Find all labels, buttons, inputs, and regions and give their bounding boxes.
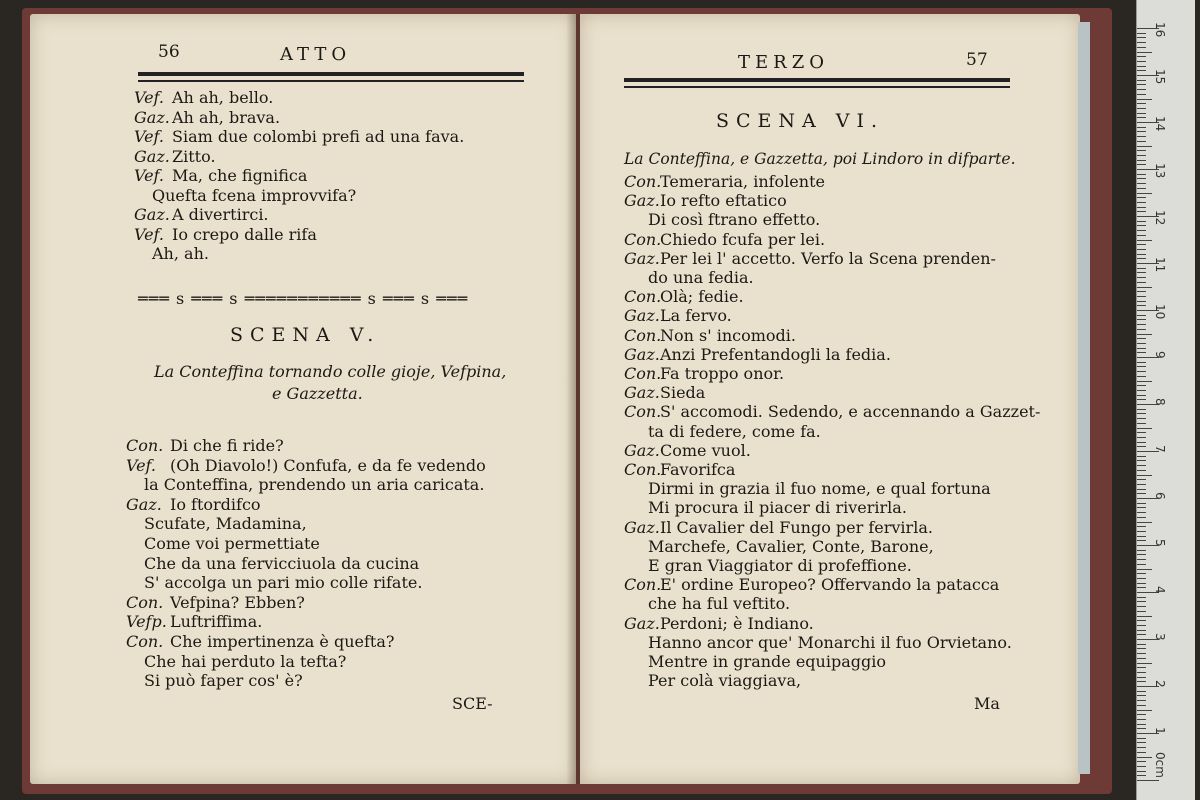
dialogue-line: E gran Viaggiator di profeffione. bbox=[648, 556, 912, 575]
ruler-number: 5 bbox=[1153, 539, 1167, 547]
ruler-tick bbox=[1137, 305, 1146, 306]
dialogue-line: Chiedo fcufa per lei. bbox=[660, 229, 826, 249]
ruler-tick bbox=[1137, 319, 1146, 320]
page-number: 57 bbox=[966, 50, 988, 70]
ruler-tick bbox=[1137, 127, 1146, 128]
dialogue-line: Dirmi in grazia il fuo nome, e qual fortuna bbox=[648, 479, 991, 499]
ruler-tick bbox=[1137, 371, 1146, 372]
dialogue-line: Come vuol. bbox=[660, 440, 751, 460]
ruler-tick bbox=[1137, 84, 1146, 85]
speaker-label: Gaz. bbox=[134, 205, 170, 224]
ruler-tick bbox=[1137, 334, 1152, 335]
ruler-tick bbox=[1137, 606, 1146, 607]
ruler-tick bbox=[1137, 296, 1146, 297]
dialogue-line: Temeraria, infolente bbox=[660, 172, 825, 191]
ruler-tick bbox=[1137, 329, 1146, 330]
ruler-tick bbox=[1137, 658, 1146, 659]
speaker-label: Gaz. bbox=[134, 107, 170, 127]
head-rule bbox=[138, 72, 524, 76]
dialogue-line: che ha ful veftito. bbox=[648, 594, 791, 614]
scene-title: SCENA V. bbox=[230, 324, 381, 346]
ruler-tick bbox=[1137, 625, 1146, 626]
ruler-tick bbox=[1137, 536, 1146, 537]
ruler-tick bbox=[1137, 484, 1146, 485]
speaker-label: Vefp. bbox=[126, 612, 167, 632]
speaker-label: Vef. bbox=[134, 127, 164, 146]
ruler-tick bbox=[1137, 42, 1146, 43]
dialogue-line: E' ordine Europeo? Offervando la patacca bbox=[660, 575, 1000, 595]
ruler-tick bbox=[1137, 240, 1152, 241]
ruler-tick bbox=[1137, 287, 1152, 288]
dialogue-line: Io refto eftatico bbox=[660, 191, 787, 211]
ruler-tick bbox=[1137, 470, 1146, 471]
ruler-tick bbox=[1137, 747, 1146, 748]
ruler-tick bbox=[1137, 475, 1152, 476]
dialogue-line: S' accolga un pari mio colle rifate. bbox=[144, 573, 423, 593]
ruler-tick bbox=[1137, 174, 1146, 175]
ruler-tick bbox=[1137, 526, 1146, 527]
ruler-tick bbox=[1137, 724, 1146, 725]
ruler-number: 6 bbox=[1153, 492, 1167, 500]
ruler-tick bbox=[1137, 197, 1146, 198]
ruler-tick bbox=[1137, 66, 1146, 67]
ruler-tick bbox=[1137, 663, 1152, 664]
ruler-tick bbox=[1137, 207, 1146, 208]
ruler-tick bbox=[1137, 348, 1146, 349]
ruler-number: 14 bbox=[1153, 116, 1167, 132]
ruler-tick bbox=[1137, 634, 1146, 635]
ruler-tick bbox=[1137, 587, 1146, 588]
ruler-tick bbox=[1137, 146, 1152, 147]
left-page bbox=[30, 14, 576, 784]
dialogue-line: Quefta fcena improvvifa? bbox=[152, 185, 357, 205]
speaker-label: Vef. bbox=[134, 88, 164, 107]
ruler-tick bbox=[1137, 432, 1146, 433]
ruler-tick bbox=[1137, 728, 1146, 729]
ruler-tick bbox=[1137, 131, 1146, 132]
ruler-tick bbox=[1137, 442, 1146, 443]
ruler-tick bbox=[1137, 616, 1152, 617]
ruler-tick bbox=[1137, 503, 1146, 504]
ruler-tick bbox=[1137, 460, 1146, 461]
ruler-tick bbox=[1137, 113, 1146, 114]
head-rule bbox=[624, 78, 1010, 82]
dialogue-line: Scufate, Madamina, bbox=[144, 514, 307, 534]
ruler-tick bbox=[1137, 108, 1146, 109]
speaker-label: Gaz. bbox=[126, 494, 162, 514]
dialogue-line: Il Cavalier del Fungo per fervirla. bbox=[660, 517, 933, 537]
ruler-tick bbox=[1137, 695, 1146, 696]
ruler-tick bbox=[1137, 103, 1146, 104]
ruler-tick bbox=[1137, 230, 1146, 231]
ruler-tick bbox=[1137, 150, 1146, 151]
stage-direction-line-1: La Conteffina tornando colle gioje, Vefpina, bbox=[154, 362, 507, 381]
speaker-label: Con. bbox=[624, 575, 662, 595]
dialogue-line: Sieda bbox=[660, 383, 706, 403]
speaker-label: Con. bbox=[624, 325, 662, 345]
ruler-tick bbox=[1137, 738, 1146, 739]
ruler-tick bbox=[1137, 37, 1146, 38]
ruler-tick bbox=[1137, 742, 1146, 743]
ruler-tick bbox=[1137, 700, 1146, 701]
ruler-tick bbox=[1137, 188, 1146, 189]
ruler-tick bbox=[1137, 202, 1146, 203]
ruler-tick bbox=[1137, 381, 1152, 382]
speaker-label: Con. bbox=[624, 460, 662, 479]
dialogue-line: Che hai perduto la tefta? bbox=[144, 651, 347, 671]
dialogue-line: Siam due colombi prefi ad una fava. bbox=[172, 127, 465, 146]
ruler-tick bbox=[1137, 597, 1146, 598]
ruler-tick bbox=[1137, 771, 1146, 772]
ruler-number: 11 bbox=[1153, 257, 1167, 273]
ruler-tick bbox=[1137, 611, 1146, 612]
ruler-number: 13 bbox=[1153, 163, 1167, 179]
ruler-tick bbox=[1137, 221, 1146, 222]
ruler-tick bbox=[1137, 710, 1152, 711]
head-rule-thin bbox=[138, 80, 524, 82]
ruler-tick bbox=[1137, 282, 1146, 283]
ruler-tick bbox=[1137, 489, 1146, 490]
ruler-tick bbox=[1137, 714, 1146, 715]
dialogue-line: Marchefe, Cavalier, Conte, Barone, bbox=[648, 536, 934, 556]
ruler-tick bbox=[1137, 366, 1146, 367]
ruler-tick bbox=[1137, 390, 1146, 391]
ruler-number: 3 bbox=[1153, 633, 1167, 641]
head-rule-thin bbox=[624, 86, 1010, 88]
ruler-tick bbox=[1137, 653, 1146, 654]
dialogue-line: (Oh Diavolo!) Confufa, e da fe vedendo bbox=[170, 455, 486, 475]
dialogue-line: Vefpina? Ebben? bbox=[170, 592, 305, 612]
dialogue-line: Ma, che fignifica bbox=[172, 166, 308, 185]
ruler-tick bbox=[1137, 719, 1146, 720]
ruler-tick bbox=[1137, 268, 1146, 269]
ruler-number: 2 bbox=[1153, 680, 1167, 688]
ruler-tick bbox=[1137, 583, 1146, 584]
ruler-tick bbox=[1137, 423, 1146, 424]
ruler-tick bbox=[1137, 409, 1146, 410]
catchword: Ma bbox=[974, 694, 1000, 713]
ruler-number: 16 bbox=[1153, 22, 1167, 38]
ruler-tick bbox=[1137, 225, 1146, 226]
dialogue-line: Zitto. bbox=[172, 146, 216, 166]
ruler-tick bbox=[1137, 437, 1146, 438]
ruler-tick bbox=[1137, 456, 1146, 457]
ruler-tick bbox=[1137, 601, 1146, 602]
ruler-tick bbox=[1137, 272, 1146, 273]
dialogue-line: A divertirci. bbox=[172, 205, 269, 224]
ruler-tick bbox=[1137, 211, 1146, 212]
ruler-tick bbox=[1137, 244, 1146, 245]
ruler-tick bbox=[1137, 780, 1159, 781]
ruler-number: 1 bbox=[1153, 727, 1167, 735]
ruler-tick bbox=[1137, 56, 1146, 57]
ruler-tick bbox=[1137, 235, 1146, 236]
ruler-tick bbox=[1137, 630, 1146, 631]
ruler-tick bbox=[1137, 89, 1146, 90]
dialogue-line: Ah ah, brava. bbox=[172, 107, 281, 127]
ruler-tick bbox=[1137, 352, 1146, 353]
ruler-tick bbox=[1137, 766, 1146, 767]
speaker-label: Gaz. bbox=[624, 248, 660, 268]
dialogue-line: Di che fi ride? bbox=[170, 436, 284, 455]
dialogue-line: Che da una fervicciuola da cucina bbox=[144, 553, 420, 573]
ruler-number: 9 bbox=[1153, 351, 1167, 359]
ruler-tick bbox=[1137, 254, 1146, 255]
ruler-tick bbox=[1137, 531, 1146, 532]
dialogue-line: S' accomodi. Sedendo, e accennando a Gazzet- bbox=[660, 402, 1041, 422]
speaker-label: Con. bbox=[126, 632, 164, 651]
ruler-tick bbox=[1137, 672, 1146, 673]
ruler-tick bbox=[1137, 667, 1146, 668]
dialogue-line: Perdoni; è Indiano. bbox=[660, 613, 814, 633]
page-edge bbox=[1078, 22, 1090, 774]
speaker-label: Con. bbox=[126, 436, 164, 455]
speaker-label: Gaz. bbox=[624, 306, 660, 326]
ruler-tick bbox=[1137, 550, 1146, 551]
dialogue-line: Per lei l' accetto. Verfo la Scena prenden- bbox=[660, 248, 996, 268]
ruler-tick bbox=[1137, 573, 1146, 574]
right-page bbox=[580, 14, 1080, 784]
ruler-tick bbox=[1137, 517, 1146, 518]
ruler-tick bbox=[1137, 315, 1146, 316]
ruler-tick bbox=[1137, 559, 1146, 560]
ruler-tick bbox=[1137, 160, 1146, 161]
ruler-tick bbox=[1137, 258, 1146, 259]
speaker-label: Con. bbox=[624, 364, 662, 383]
ruler-tick bbox=[1137, 80, 1146, 81]
ruler-tick bbox=[1137, 301, 1146, 302]
ruler-tick bbox=[1137, 564, 1146, 565]
ruler-tick bbox=[1137, 47, 1146, 48]
ruler-tick bbox=[1137, 428, 1152, 429]
dialogue-line: Ah ah, bello. bbox=[172, 88, 274, 107]
ruler-tick bbox=[1137, 99, 1152, 100]
ruler-number: 15 bbox=[1153, 69, 1167, 85]
ruler-tick bbox=[1137, 385, 1146, 386]
dialogue-line: la Conteffina, prendendo un aria caricata. bbox=[144, 475, 485, 495]
speaker-label: Gaz. bbox=[624, 440, 660, 460]
ruler-tick bbox=[1137, 446, 1146, 447]
ruler-tick bbox=[1137, 141, 1146, 142]
ruler-tick bbox=[1137, 413, 1146, 414]
ruler-tick bbox=[1137, 522, 1152, 523]
dialogue-line: Come voi permettiate bbox=[144, 534, 320, 553]
speaker-label: Vef. bbox=[134, 224, 164, 244]
ruler-tick bbox=[1137, 324, 1146, 325]
speaker-label: Con. bbox=[126, 592, 164, 612]
ruler-tick bbox=[1137, 193, 1152, 194]
ruler-tick bbox=[1137, 752, 1146, 753]
ruler-tick bbox=[1137, 343, 1146, 344]
ruler-tick bbox=[1137, 362, 1146, 363]
ruler-number: 7 bbox=[1153, 445, 1167, 453]
dialogue-line: Di così ftrano effetto. bbox=[648, 210, 821, 230]
ruler-tick bbox=[1137, 493, 1146, 494]
ruler-tick bbox=[1137, 277, 1146, 278]
dialogue-line: Fa troppo onor. bbox=[660, 364, 785, 383]
ruler-number: 10 bbox=[1153, 304, 1167, 320]
dialogue-line: Per colà viaggiava, bbox=[648, 671, 802, 691]
ruler-tick bbox=[1137, 479, 1146, 480]
dialogue-line: Luftriffima. bbox=[170, 612, 263, 632]
dialogue-line: do una fedia. bbox=[648, 268, 754, 287]
ruler-number: 12 bbox=[1153, 210, 1167, 226]
dialogue-line: Hanno ancor que' Monarchi il fuo Orvietano. bbox=[648, 632, 1012, 652]
dialogue-line: Anzi Prefentandogli la fedia. bbox=[660, 344, 891, 364]
ruler-tick bbox=[1137, 70, 1146, 71]
ruler-tick bbox=[1137, 338, 1146, 339]
dialogue-line: Favorifca bbox=[660, 460, 736, 479]
speaker-label: Vef. bbox=[126, 455, 156, 475]
ruler-unit-label: 0cm bbox=[1153, 752, 1167, 778]
catchword: SCE- bbox=[452, 694, 493, 713]
speaker-label: Con. bbox=[624, 172, 662, 191]
ruler-tick bbox=[1137, 512, 1146, 513]
ruler-tick bbox=[1137, 569, 1152, 570]
ruler-tick bbox=[1137, 164, 1146, 165]
ruler-tick bbox=[1137, 691, 1146, 692]
ruler-tick bbox=[1137, 540, 1146, 541]
ruler-tick bbox=[1137, 705, 1146, 706]
dialogue-line: Che impertinenza è quefta? bbox=[170, 632, 395, 651]
ruler-tick bbox=[1137, 620, 1146, 621]
ruler-number: 8 bbox=[1153, 398, 1167, 406]
dialogue-line: Io ftordifco bbox=[170, 494, 261, 514]
measuring-ruler bbox=[1136, 0, 1195, 800]
speaker-label: Gaz. bbox=[624, 383, 660, 403]
dialogue-line: ta di federe, come fa. bbox=[648, 421, 821, 441]
dialogue-line: La fervo. bbox=[660, 306, 732, 326]
speaker-label: Gaz. bbox=[624, 344, 660, 364]
ruler-tick bbox=[1137, 507, 1146, 508]
ruler-tick bbox=[1137, 117, 1146, 118]
dialogue-line: Io crepo dalle rifa bbox=[172, 224, 317, 244]
speaker-label: Gaz. bbox=[624, 191, 660, 211]
dialogue-line: Non s' incomodi. bbox=[660, 325, 796, 345]
ruler-tick bbox=[1137, 183, 1146, 184]
running-head: TERZO bbox=[738, 52, 829, 73]
dialogue-line: Ah, ah. bbox=[152, 244, 209, 263]
dialogue-line: Olà; fedie. bbox=[660, 287, 744, 307]
ruler-tick bbox=[1137, 681, 1146, 682]
ruler-tick bbox=[1137, 757, 1152, 758]
dialogue-line: Mentre in grande equipaggio bbox=[648, 652, 886, 671]
ruler-tick bbox=[1137, 249, 1146, 250]
ruler-tick bbox=[1137, 399, 1146, 400]
speaker-label: Con. bbox=[624, 287, 662, 307]
ruler-tick bbox=[1137, 644, 1146, 645]
ruler-tick bbox=[1137, 136, 1146, 137]
ruler-tick bbox=[1137, 376, 1146, 377]
ruler-tick bbox=[1137, 761, 1146, 762]
ruler-tick bbox=[1137, 578, 1146, 579]
ruler-tick bbox=[1137, 94, 1146, 95]
ruler-tick bbox=[1137, 155, 1146, 156]
ruler-tick bbox=[1137, 33, 1146, 34]
speaker-label: Con. bbox=[624, 402, 662, 422]
ruler-tick bbox=[1137, 648, 1146, 649]
ruler-tick bbox=[1137, 52, 1152, 53]
stage-direction: La Conteffina, e Gazzetta, poi Lindoro in difparte. bbox=[624, 150, 1016, 168]
speaker-label: Con. bbox=[624, 229, 662, 249]
speaker-label: Gaz. bbox=[624, 517, 660, 537]
speaker-label: Gaz. bbox=[624, 613, 660, 633]
running-head: ATTO bbox=[280, 44, 352, 65]
ruler-tick bbox=[1137, 775, 1146, 776]
ruler-tick bbox=[1137, 61, 1146, 62]
speaker-label: Gaz. bbox=[134, 146, 170, 166]
ruler-tick bbox=[1137, 677, 1146, 678]
ornament-divider: ═══ s ═══ s ═══════════ s ═══ s ═══ bbox=[138, 289, 469, 308]
ruler-tick bbox=[1137, 465, 1146, 466]
speaker-label: Vef. bbox=[134, 166, 164, 185]
page-number: 56 bbox=[158, 42, 180, 62]
scene-title: SCENA VI. bbox=[716, 110, 885, 132]
ruler-tick bbox=[1137, 291, 1146, 292]
dialogue-line: Mi procura il piacer di riverirla. bbox=[648, 498, 907, 518]
dialogue-line: Si può faper cos' è? bbox=[144, 671, 303, 691]
stage-direction-line-2: e Gazzetta. bbox=[272, 384, 363, 403]
ruler-tick bbox=[1137, 178, 1146, 179]
ruler-number: 4 bbox=[1153, 586, 1167, 594]
ruler-tick bbox=[1137, 418, 1146, 419]
ruler-tick bbox=[1137, 395, 1146, 396]
ruler-tick bbox=[1137, 554, 1146, 555]
